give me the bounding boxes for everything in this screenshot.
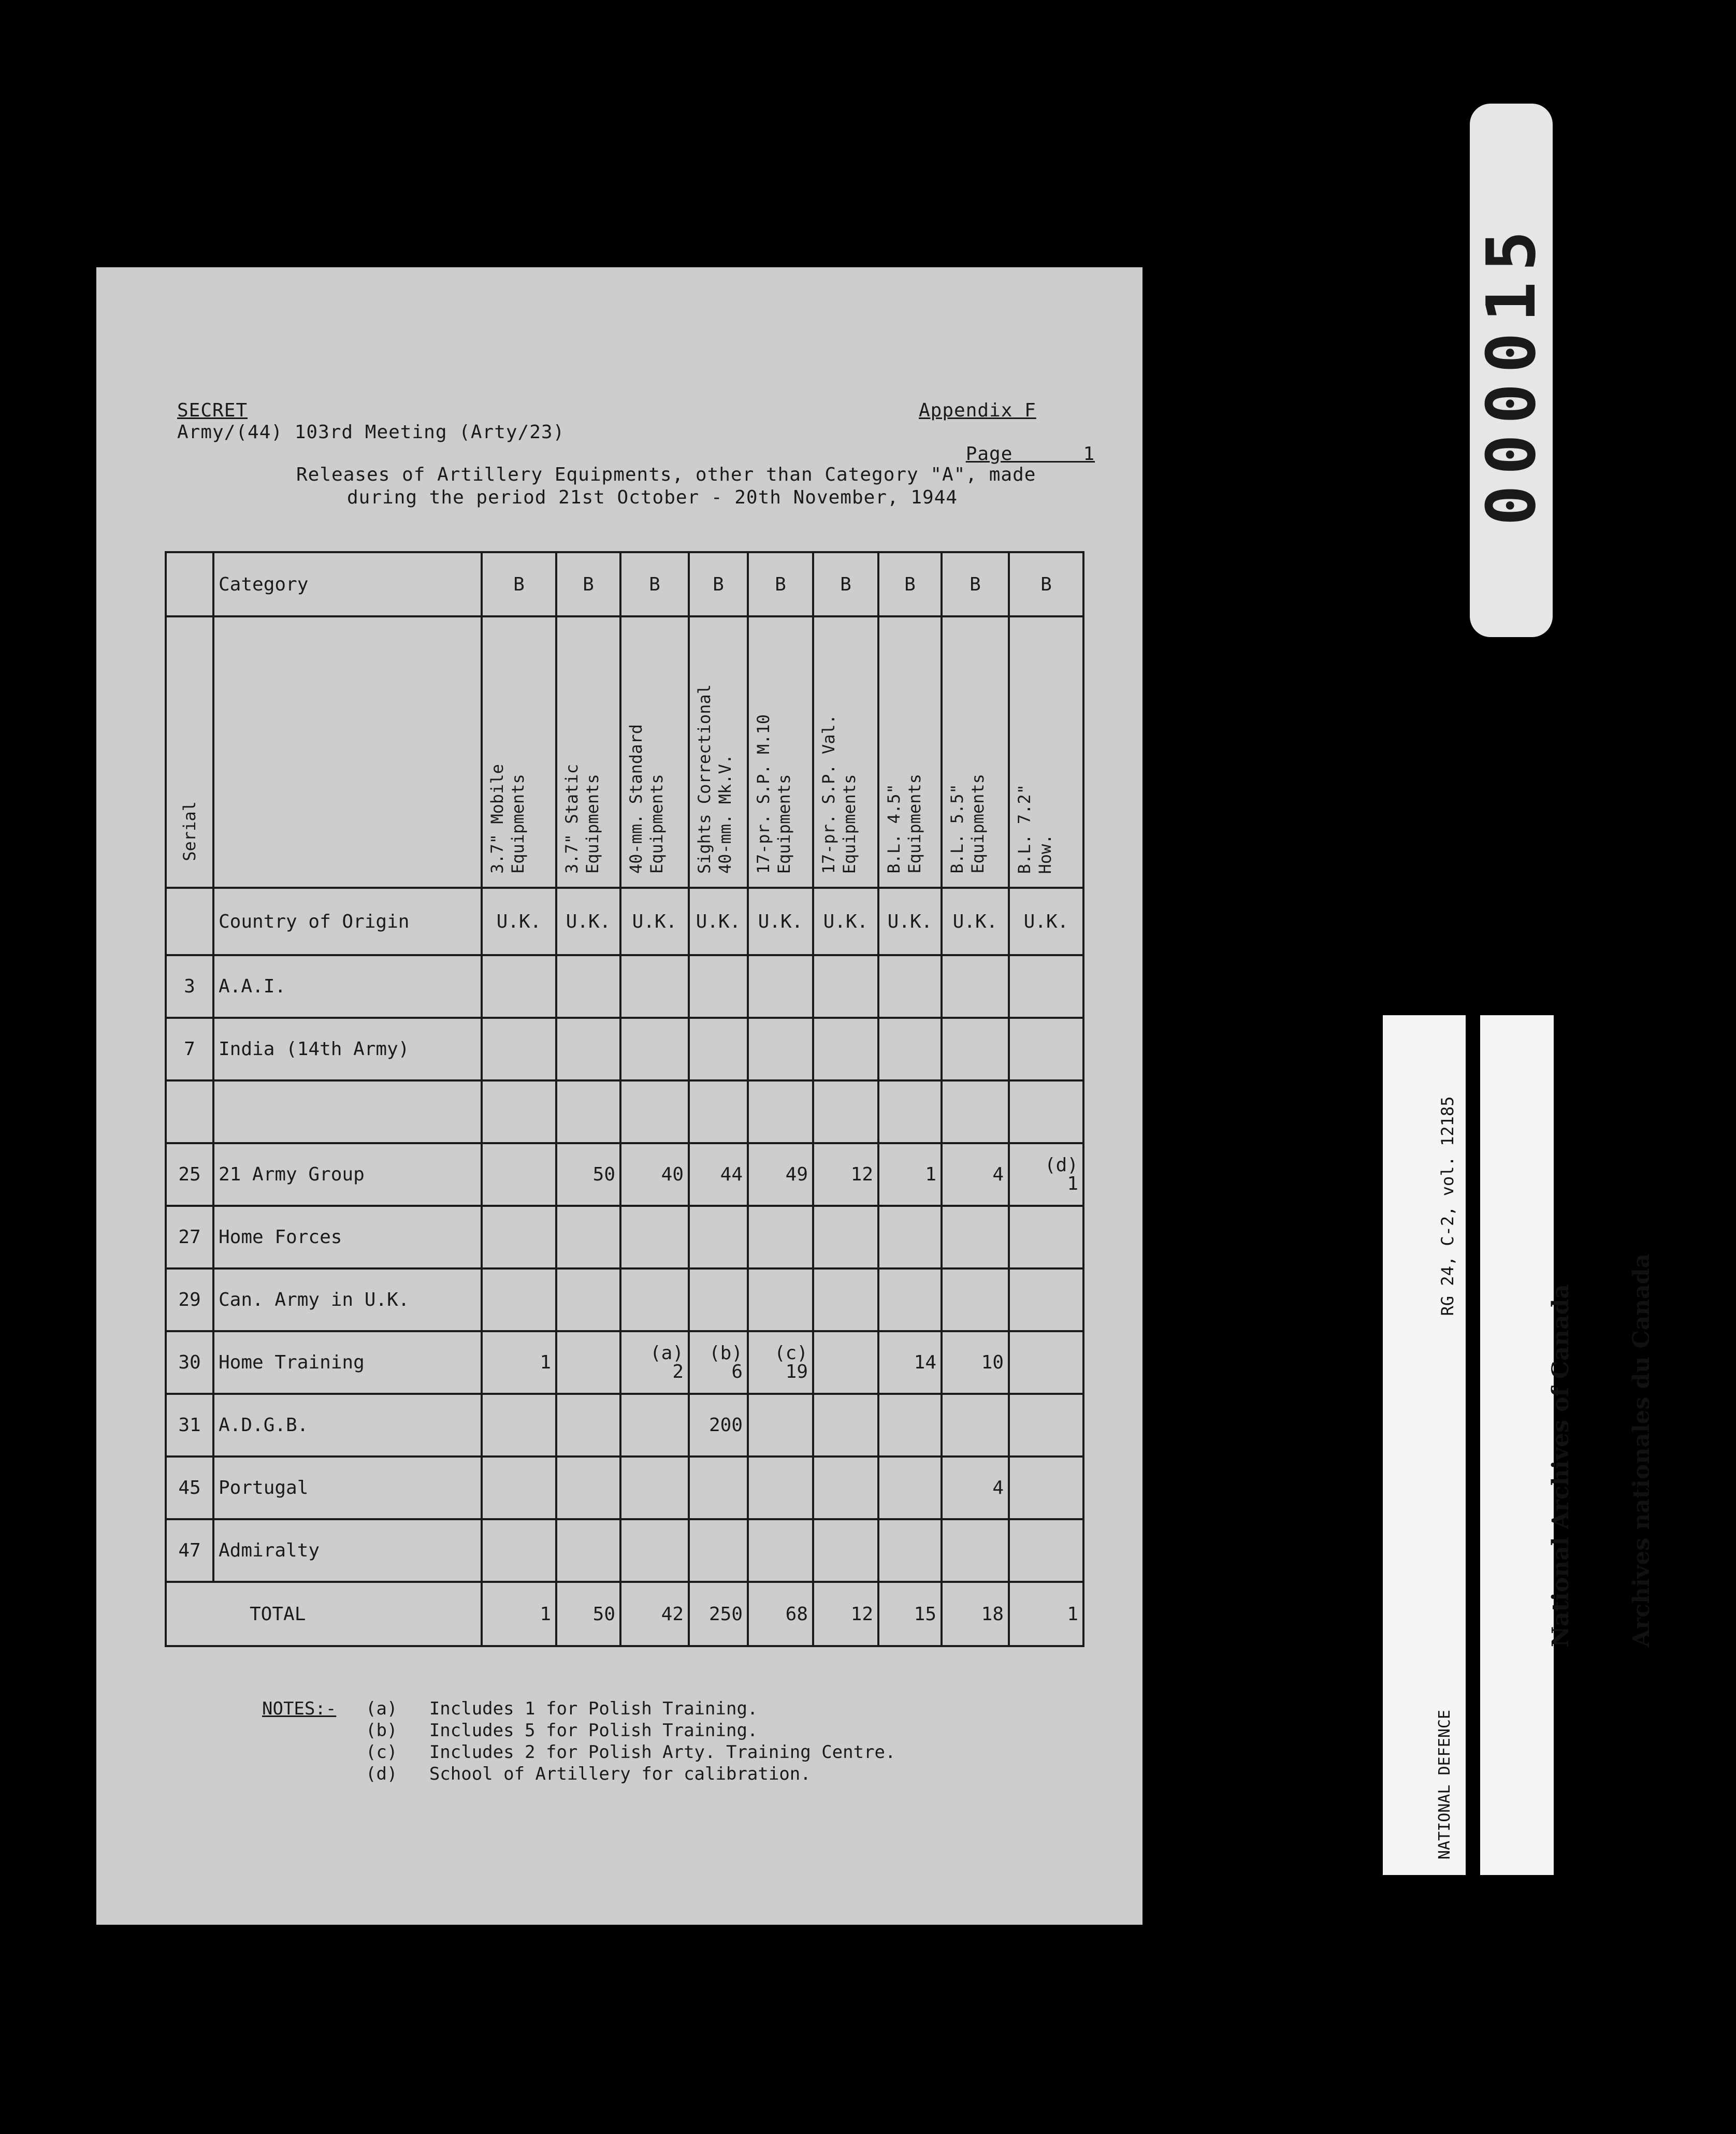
value-cell: [813, 1206, 878, 1268]
value-cell: [689, 1457, 748, 1519]
equipment-name: B.L. 5.5" Equipments: [947, 774, 988, 874]
value-cell: [689, 1206, 748, 1268]
destination-cell: Admiralty: [213, 1519, 482, 1582]
serial-cell: 27: [166, 1206, 213, 1268]
value-cell: [942, 1206, 1009, 1268]
value-cell: [689, 1268, 748, 1331]
total-cell: 250: [689, 1582, 748, 1646]
table-row: [166, 955, 1083, 1018]
country-of-origin-header: Country of Origin: [213, 888, 482, 955]
total-cell: 50: [556, 1582, 620, 1646]
total-row: [166, 1582, 1083, 1646]
value-cell: [878, 1080, 942, 1143]
country-cell: U.K.: [1009, 888, 1083, 955]
equipment-name: Sights Correctional 40-mm. Mk.V.: [695, 684, 735, 874]
destination-cell: Portugal: [213, 1457, 482, 1519]
value-cell: [556, 1394, 620, 1457]
country-cell: U.K.: [482, 888, 556, 955]
category-cell: B: [813, 552, 878, 616]
destination-cell: Home Training: [213, 1331, 482, 1394]
document-page: [96, 267, 1142, 1925]
serial-cell: 45: [166, 1457, 213, 1519]
destination-cell: A.D.G.B.: [213, 1394, 482, 1457]
value-cell: 4: [942, 1457, 1009, 1519]
value-cell: [620, 1394, 689, 1457]
value-cell: [689, 1080, 748, 1143]
table-row: [166, 1018, 1083, 1080]
serial-cell: 3: [166, 955, 213, 1018]
classification-secret: SECRET: [177, 400, 248, 421]
value-cell: [813, 1394, 878, 1457]
serial-cell: 25: [166, 1143, 213, 1206]
table-row: [166, 1268, 1083, 1331]
value-cell: [482, 1394, 556, 1457]
value-cell: (a) 2: [620, 1331, 689, 1394]
destination-cell: [213, 1080, 482, 1143]
value-cell: [620, 1018, 689, 1080]
value-cell: [556, 1268, 620, 1331]
value-cell: [482, 1519, 556, 1582]
value-cell: [942, 1268, 1009, 1331]
value-cell: [813, 1268, 878, 1331]
value-cell: 4: [942, 1143, 1009, 1206]
department-line-1: NATIONAL DEFENCE: [1436, 1710, 1454, 1859]
total-cell: 1: [482, 1582, 556, 1646]
frame-number-stamp: [1470, 104, 1553, 637]
value-cell: 40: [620, 1143, 689, 1206]
table-row: [166, 1457, 1083, 1519]
category-cell: B: [748, 552, 813, 616]
notes-label: NOTES:-: [262, 1698, 337, 1719]
value-cell: [482, 955, 556, 1018]
value-cell: [689, 1018, 748, 1080]
category-cell: B: [878, 552, 942, 616]
equipment-name: B.L. 4.5" Equipments: [884, 774, 924, 874]
value-cell: 200: [689, 1394, 748, 1457]
equipment-name: 17-pr. S.P. M.10 Equipments: [754, 714, 794, 874]
total-cell: 15: [878, 1582, 942, 1646]
value-cell: [878, 1268, 942, 1331]
value-cell: [1009, 1331, 1083, 1394]
equipment-name: B.L. 7.2" How.: [1015, 784, 1055, 874]
value-cell: [689, 955, 748, 1018]
country-cell: U.K.: [620, 888, 689, 955]
value-cell: [942, 955, 1009, 1018]
value-cell: [942, 1080, 1009, 1143]
value-cell: [620, 955, 689, 1018]
equipment-header: [813, 616, 878, 888]
value-cell: [748, 1206, 813, 1268]
destination-cell: 21 Army Group: [213, 1143, 482, 1206]
value-cell: [813, 1331, 878, 1394]
table-row: [166, 1519, 1083, 1582]
meeting-reference: Army/(44) 103rd Meeting (Arty/23): [177, 422, 565, 443]
equipment-header: [556, 616, 620, 888]
category-cell: B: [482, 552, 556, 616]
value-cell: [813, 955, 878, 1018]
table-row: [166, 1394, 1083, 1457]
value-cell: [1009, 1080, 1083, 1143]
value-cell: [1009, 1206, 1083, 1268]
value-cell: [813, 1457, 878, 1519]
table-row: [166, 1206, 1083, 1268]
category-cell: B: [1009, 552, 1083, 616]
table-row: [166, 1331, 1083, 1394]
value-cell: [620, 1457, 689, 1519]
note-item: (c) Includes 2 for Polish Arty. Training Centre.: [366, 1742, 896, 1763]
value-cell: [482, 1018, 556, 1080]
serial-header: Serial: [166, 616, 213, 888]
serial-cell: 30: [166, 1331, 213, 1394]
equipment-header: [1009, 616, 1083, 888]
equipment-header: [878, 616, 942, 888]
serial-cell: 7: [166, 1018, 213, 1080]
value-cell: [878, 955, 942, 1018]
total-cell: 18: [942, 1582, 1009, 1646]
value-cell: [748, 1519, 813, 1582]
total-label: TOTAL: [166, 1582, 482, 1646]
value-cell: [1009, 1018, 1083, 1080]
total-cell: 68: [748, 1582, 813, 1646]
category-cell: B: [942, 552, 1009, 616]
category-header: Category: [213, 552, 482, 616]
equipment-header: [942, 616, 1009, 888]
appendix-label: Appendix F: [919, 400, 1036, 421]
value-cell: [942, 1394, 1009, 1457]
value-cell: [482, 1268, 556, 1331]
value-cell: [878, 1457, 942, 1519]
value-cell: [942, 1018, 1009, 1080]
value-cell: [813, 1018, 878, 1080]
value-cell: [942, 1519, 1009, 1582]
document-title-line-2: during the period 21st October - 20th November, 1944: [347, 487, 958, 508]
value-cell: [748, 1080, 813, 1143]
equipment-name: 3.7" Mobile Equipments: [487, 764, 528, 874]
equipment-name: 40-mm. Standard Equipments: [626, 724, 667, 874]
value-cell: [1009, 1268, 1083, 1331]
equipment-header: [748, 616, 813, 888]
note-item: (d) School of Artillery for calibration.: [366, 1764, 811, 1784]
value-cell: [748, 1018, 813, 1080]
serial-cell: 47: [166, 1519, 213, 1582]
value-cell: [620, 1080, 689, 1143]
value-cell: [813, 1080, 878, 1143]
value-cell: (b) 6: [689, 1331, 748, 1394]
value-cell: 44: [689, 1143, 748, 1206]
destination-cell: Can. Army in U.K.: [213, 1268, 482, 1331]
value-cell: [620, 1206, 689, 1268]
frame-number: 000015: [1472, 220, 1551, 526]
value-cell: [748, 1394, 813, 1457]
value-cell: [482, 1143, 556, 1206]
equipment-name: 3.7" Static Equipments: [562, 764, 602, 874]
page-number: Page 1: [965, 443, 1095, 465]
national-archives-label: [1480, 1015, 1655, 1875]
value-cell: [689, 1519, 748, 1582]
destination-cell: A.A.I.: [213, 955, 482, 1018]
value-cell: [1009, 1519, 1083, 1582]
destination-cell: India (14th Army): [213, 1018, 482, 1080]
equipment-header: [620, 616, 689, 888]
value-cell: 10: [942, 1331, 1009, 1394]
total-cell: 42: [620, 1582, 689, 1646]
value-cell: [482, 1206, 556, 1268]
country-cell: U.K.: [556, 888, 620, 955]
value-cell: [1009, 955, 1083, 1018]
equipment-name: 17-pr. S.P. Val. Equipments: [819, 714, 859, 874]
value-cell: [813, 1519, 878, 1582]
document-title-line-1: Releases of Artillery Equipments, other than Category "A", made: [296, 464, 1036, 485]
total-cell: 1: [1009, 1582, 1083, 1646]
serial-cell: [166, 1080, 213, 1143]
equipment-header: [689, 616, 748, 888]
value-cell: [556, 1331, 620, 1394]
value-cell: [878, 1206, 942, 1268]
destination-cell: Home Forces: [213, 1206, 482, 1268]
value-cell: [620, 1268, 689, 1331]
value-cell: [1009, 1457, 1083, 1519]
archive-reference-label: [1383, 1015, 1466, 1875]
value-cell: [878, 1394, 942, 1457]
value-cell: [556, 955, 620, 1018]
note-item: (b) Includes 5 for Polish Training.: [366, 1720, 758, 1741]
value-cell: [878, 1018, 942, 1080]
category-cell: B: [620, 552, 689, 616]
archives-line-2: Archives nationales du Canada: [1628, 1253, 1655, 1647]
category-cell: B: [689, 552, 748, 616]
table-row: [166, 1143, 1083, 1206]
value-cell: (c) 19: [748, 1331, 813, 1394]
value-cell: [556, 1457, 620, 1519]
equipment-header: [482, 616, 556, 888]
country-cell: U.K.: [689, 888, 748, 955]
country-cell: U.K.: [878, 888, 942, 955]
value-cell: [556, 1080, 620, 1143]
value-cell: [748, 1457, 813, 1519]
value-cell: 14: [878, 1331, 942, 1394]
value-cell: [620, 1519, 689, 1582]
table-row: [166, 1080, 1083, 1143]
archives-line-1: National Archives of Canada: [1547, 1284, 1574, 1647]
value-cell: [556, 1206, 620, 1268]
value-cell: [748, 955, 813, 1018]
category-cell: B: [556, 552, 620, 616]
value-cell: 12: [813, 1143, 878, 1206]
country-cell: U.K.: [813, 888, 878, 955]
notes-list: [366, 1698, 896, 1785]
value-cell: 1: [878, 1143, 942, 1206]
serial-cell: 31: [166, 1394, 213, 1457]
note-item: (a) Includes 1 for Polish Training.: [366, 1698, 758, 1719]
value-cell: [556, 1519, 620, 1582]
total-cell: 12: [813, 1582, 878, 1646]
value-cell: [482, 1080, 556, 1143]
value-cell: 1: [482, 1331, 556, 1394]
value-cell: [748, 1268, 813, 1331]
country-cell: U.K.: [748, 888, 813, 955]
serial-cell: 29: [166, 1268, 213, 1331]
value-cell: 50: [556, 1143, 620, 1206]
archive-ref-line-1: RG 24, C-2, vol. 12185: [1438, 1096, 1457, 1316]
value-cell: [482, 1457, 556, 1519]
value-cell: [556, 1018, 620, 1080]
value-cell: 49: [748, 1143, 813, 1206]
value-cell: [1009, 1394, 1083, 1457]
value-cell: (d) 1: [1009, 1143, 1083, 1206]
country-cell: U.K.: [942, 888, 1009, 955]
value-cell: [878, 1519, 942, 1582]
releases-table: [165, 551, 1084, 1647]
